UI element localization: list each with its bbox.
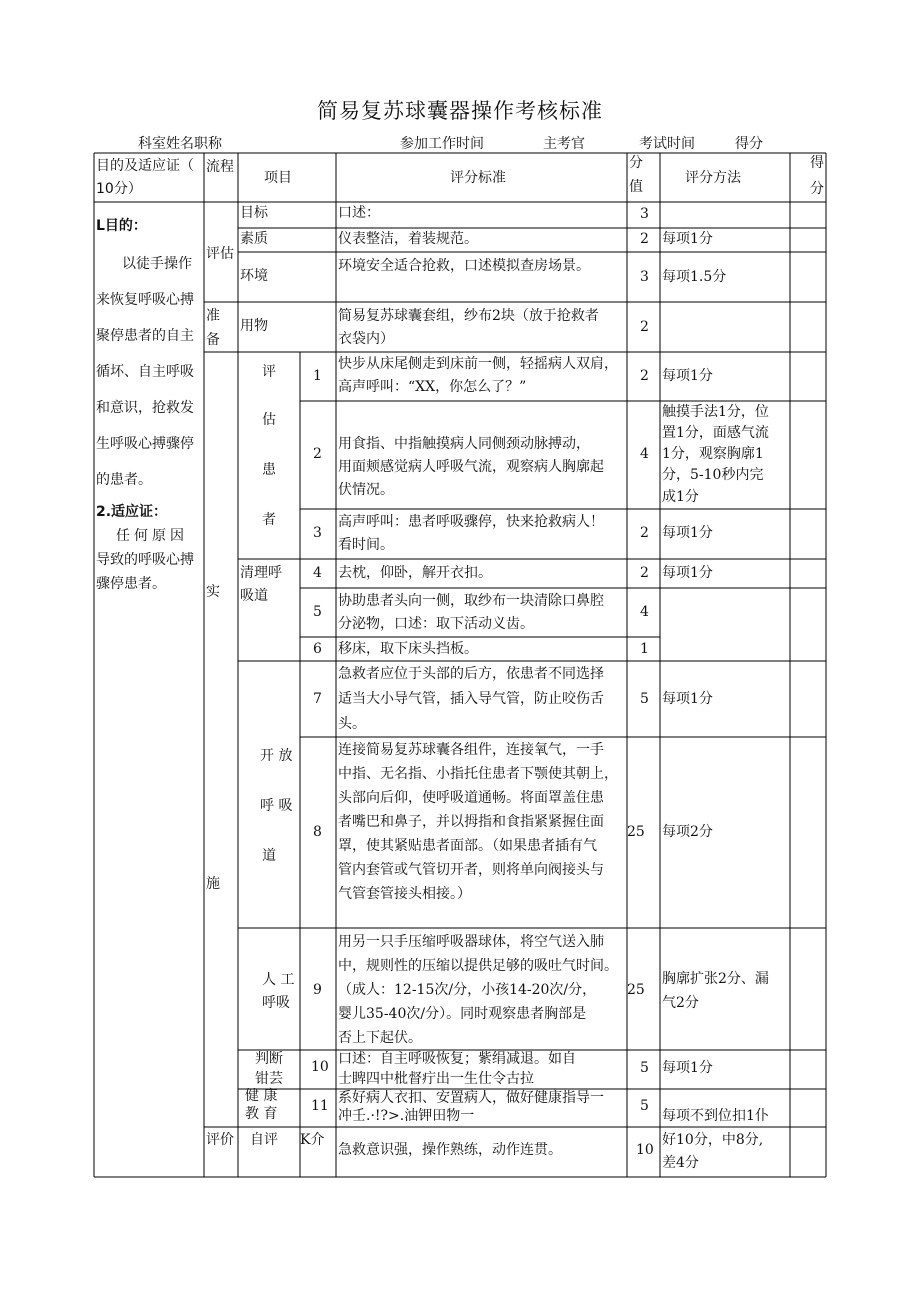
criteria-line: 管内套管或气管切开者，则将单向阀接头与	[338, 862, 604, 878]
step-number: 2	[313, 446, 322, 462]
points-value: 2	[640, 525, 649, 541]
scoring-method: 胸廓扩张2分、漏	[662, 971, 769, 987]
header-method: 评分方法	[685, 170, 741, 186]
points-value: 3	[640, 269, 649, 285]
criteria-line: 否上下起伏。	[338, 1030, 422, 1046]
step-number: 1	[313, 368, 322, 384]
points-value: 1	[640, 641, 649, 657]
scoring-method: 好10分，中8分,	[662, 1132, 764, 1148]
step-number: 4	[313, 565, 322, 581]
criteria-line: 冲壬.·!?>.油钾田物一	[338, 1108, 475, 1124]
scoring-method: 每项1分	[662, 691, 713, 707]
indication-line: 导致的呼吸心搏	[96, 552, 194, 568]
criteria-line: 者嘴巴和鼻子，并以拇指和食指紧紧握住面	[338, 814, 604, 830]
points-value: 5	[640, 691, 649, 707]
criteria-line: 急救意识强，操作熟练，动作连贯。	[338, 1142, 562, 1158]
group-open-airway-3: 道	[262, 848, 276, 864]
points-value: 5	[640, 1060, 649, 1076]
scoring-method: 每项1分	[662, 1060, 713, 1076]
criteria-line: 头。	[338, 716, 366, 732]
points-value: 3	[640, 206, 649, 222]
scoring-method: 每项2分	[662, 824, 713, 840]
criteria-line: 分泌物，口述：取下活动义齿。	[338, 616, 534, 632]
stage-implement-2: 施	[206, 876, 220, 892]
indication-line: 任何原因	[116, 528, 188, 544]
purpose-line: 循坏、自主呼吸	[96, 364, 194, 380]
purpose-line: 来恢复呼吸心搏	[96, 292, 194, 308]
header-standard: 评分标准	[450, 170, 506, 186]
step-number: 10	[311, 1059, 329, 1075]
purpose-heading: L目的：	[96, 218, 147, 234]
header-points: 分	[629, 155, 643, 171]
criteria-line: 婴儿35-40次/分）。同时观察患者胸部是	[338, 1006, 587, 1022]
criteria-line: 气管套管接头相接。）	[338, 886, 471, 902]
points-value: 2	[640, 368, 649, 384]
criteria-line: 高声呼叫：“XX，你怎么了？”	[338, 379, 527, 395]
criteria-line: 适当大小导气管，插入导气管，防止咬伤舌	[338, 691, 604, 707]
criteria-line: 衣袋内）	[338, 331, 394, 347]
points-value: 10	[636, 1142, 654, 1158]
group-clear-airway-2: 吸道	[240, 588, 268, 604]
step-number: 3	[313, 525, 322, 541]
stage-evaluate: 评价	[206, 1132, 234, 1148]
step-number: 11	[311, 1098, 329, 1114]
group-assess-patient: 患	[262, 462, 276, 478]
group-open-airway: 开 放	[260, 748, 293, 764]
page-title: 简易复苏球囊器操作考核标准	[317, 99, 603, 123]
purpose-line: 的患者。	[96, 472, 152, 488]
criteria-line: 中指、无名指、小指托住患者下颚使其朝上，	[338, 766, 618, 782]
criteria-line: 快步从床尾侧走到床前一侧，轻摇病人双肩，	[338, 356, 618, 372]
criteria-line: 移床，取下床头挡板。	[338, 641, 478, 657]
criteria-line: 用面颊感觉病人呼吸气流，观察病人胸廓起	[338, 459, 604, 475]
criteria-line: 用食指、中指触摸病人同侧颈动脉搏动，	[338, 436, 590, 452]
stage-prepare: 准	[206, 308, 220, 324]
group-health: 健 康	[245, 1088, 278, 1104]
purpose-line: 生呼吸心搏骤停	[96, 436, 194, 452]
item-name: 环境	[240, 268, 268, 284]
group-breathing-2: 呼吸	[262, 995, 290, 1011]
item-name: 用物	[240, 318, 268, 334]
criteria-line: 高声呼叫：患者呼吸骤停，快来抢救病人！	[338, 514, 604, 530]
purpose-line: 和意识，抢救发	[96, 400, 194, 416]
exam-time-label: 考试时间	[639, 136, 695, 152]
step-number: 8	[313, 824, 322, 840]
points-value: 5	[640, 1098, 649, 1114]
scoring-method: 每项不到位扣1仆	[662, 1108, 769, 1124]
header-process: 流程	[206, 159, 234, 175]
header-item: 项目	[264, 170, 292, 186]
header-purpose: 目的及适应证（	[96, 158, 194, 174]
points-value: 4	[640, 604, 649, 620]
scoring-method: 分，5-10秒内完	[662, 467, 764, 483]
points-value: 25	[627, 824, 645, 840]
scoring-method: 气2分	[662, 995, 699, 1011]
criteria-line: 仪表整洁，着装规范。	[338, 231, 478, 247]
criteria-line: 中，规则性的压缩以提供足够的吸吐气时间。	[338, 958, 618, 974]
criteria-line: 简易复苏球囊套组，纱布2块（放于抢救者	[338, 308, 599, 324]
dept-name-title-label: 科室姓名职称	[138, 136, 222, 152]
criteria-line: （成人：12-15次/分，小孩14-20次/分，	[338, 982, 597, 998]
scoring-method: 触摸手法1分，位	[662, 404, 769, 420]
stage-assess: 评估	[206, 246, 234, 262]
criteria-line: 环境安全适合抢救，口述模拟查房场景。	[338, 258, 590, 274]
step-number: 9	[313, 982, 322, 998]
stage-prepare-2: 备	[206, 332, 220, 348]
step-number: 5	[313, 604, 322, 620]
points-value: 4	[640, 446, 649, 462]
header-got-2: 分	[810, 181, 824, 197]
examiner-label: 主考官	[543, 136, 585, 152]
header-purpose-points: 10分）	[96, 181, 142, 197]
group-judge: 判断	[255, 1051, 283, 1067]
scoring-method: 每项1分	[662, 525, 713, 541]
group-assess-patient: 者	[262, 512, 276, 528]
group-health-2: 教 育	[245, 1106, 278, 1122]
criteria-line: 看时间。	[338, 537, 394, 553]
step-number: 7	[313, 691, 322, 707]
group-open-airway-2: 呼 吸	[260, 798, 293, 814]
item-name: 素质	[240, 231, 268, 247]
group-judge-2: 钳芸	[255, 1071, 283, 1087]
scoring-method: 1分，观察胸廓1	[662, 446, 764, 462]
criteria-line: 系好病人衣扣、安置病人，做好健康指导一	[338, 1090, 604, 1106]
criteria-line: 罩，使其紧贴患者面部。（如果患者插有气	[338, 838, 597, 854]
group-assess-patient: 估	[262, 412, 276, 428]
criteria-line: 伏情况。	[338, 482, 394, 498]
item-name: 目标	[240, 205, 268, 221]
group-k-intro: K介	[300, 1132, 325, 1148]
criteria-line: 口述：自主呼吸恢复；紫绢减退。如自	[338, 1051, 576, 1067]
criteria-line: 头部向后仰，使呼吸道通畅。将面罩盖住患	[338, 790, 604, 806]
scoring-method: 每项1分	[662, 565, 713, 581]
group-clear-airway: 清理呼	[240, 565, 282, 581]
purpose-line: 聚停患者的自主	[96, 328, 194, 344]
points-value: 25	[627, 982, 645, 998]
criteria-line: 急救者应位于头部的后方，依患者不同选择	[338, 666, 604, 682]
points-value: 2	[640, 565, 649, 581]
scoring-method: 每项1.5分	[662, 269, 727, 285]
stage-implement: 实	[206, 584, 220, 600]
criteria-line: 协助患者头向一侧，取纱布一块清除口鼻腔	[338, 593, 604, 609]
indication-line: 骤停患者。	[96, 576, 166, 592]
group-self-eval: 自评	[250, 1132, 278, 1148]
scoring-method: 成1分	[662, 489, 699, 505]
header-got: 得	[810, 155, 824, 171]
step-number: 6	[313, 641, 322, 657]
indication-heading: 2.适应证：	[96, 504, 168, 520]
criteria-line: 口述：	[338, 205, 380, 221]
score-label: 得分	[735, 136, 763, 152]
points-value: 2	[640, 319, 649, 335]
criteria-line: 连接简易复苏球囊各组件，连接氧气，一手	[338, 742, 604, 758]
scoring-method: 差4分	[662, 1155, 699, 1171]
scoring-method: 每项1分	[662, 368, 713, 384]
work-time-label: 参加工作时间	[400, 136, 484, 152]
group-assess-patient: 评	[262, 364, 276, 380]
purpose-line: 以徒手操作	[122, 256, 192, 272]
scoring-method: 置1分，面感气流	[662, 425, 769, 441]
points-value: 2	[640, 231, 649, 247]
group-breathing: 人 工	[262, 972, 295, 988]
criteria-line: 用另一只手压缩呼吸器球体，将空气送入肺	[338, 934, 604, 950]
header-points-2: 值	[629, 179, 643, 195]
scoring-method: 每项1分	[662, 231, 713, 247]
criteria-line: 士睥四中枇督疔出一生仕令古拉	[338, 1071, 534, 1087]
criteria-line: 去枕，仰卧，解开衣扣。	[338, 565, 492, 581]
